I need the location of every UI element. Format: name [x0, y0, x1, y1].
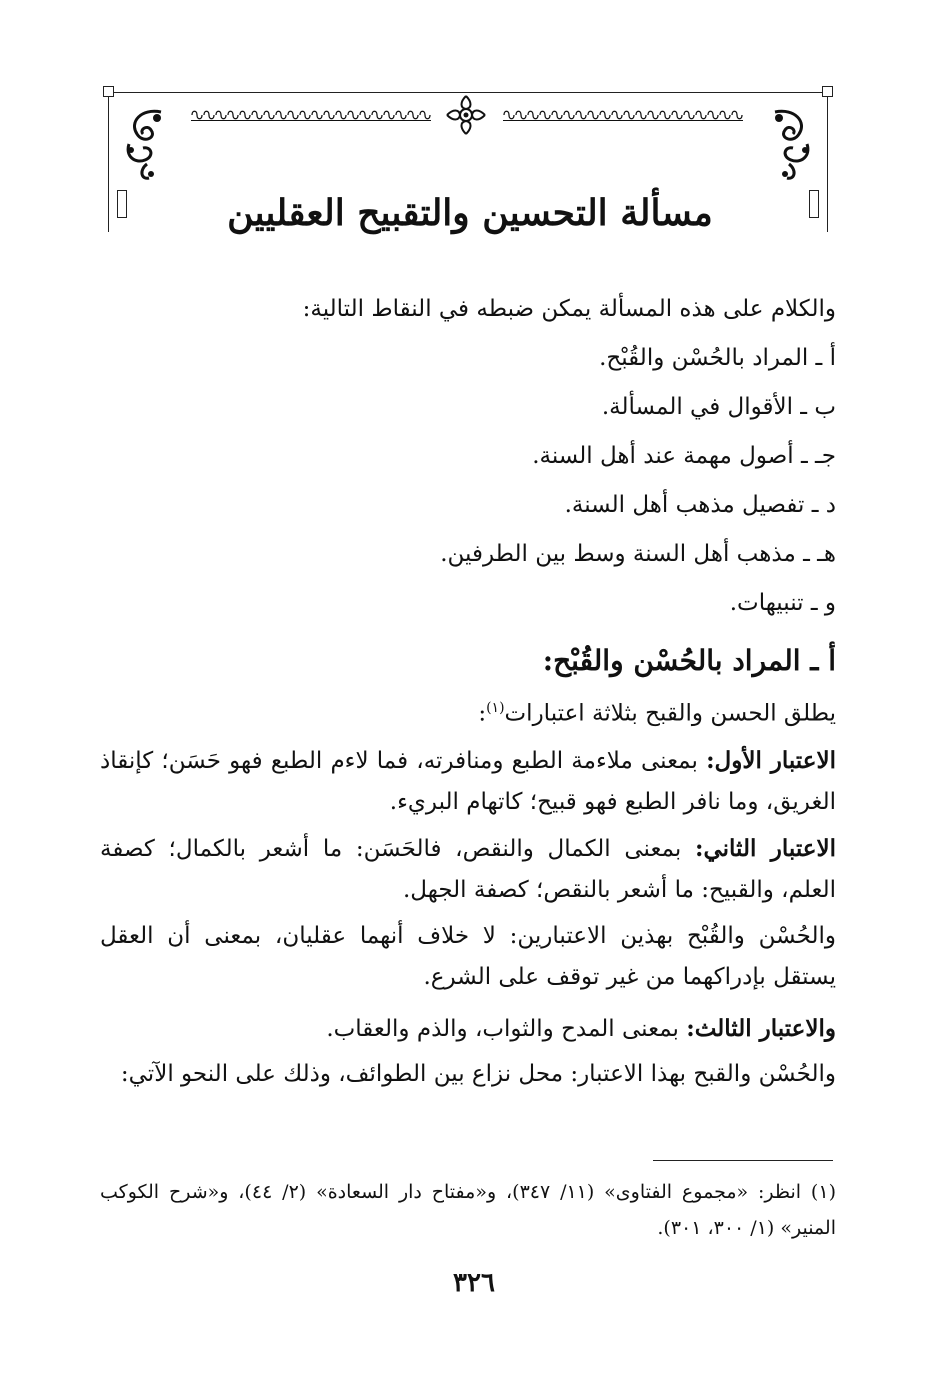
paragraph-text: بمعنى ملاءمة الطبع ومنافرته، فما لاءم الطبع فهو حَسَن؛ كإنقاذ الغريق، وما نافر الطبع فهو قبيح؛ كاتهام البريء.	[100, 748, 836, 815]
section-intro-text: يطلق الحسن والقبح بثلاثة اعتبارات	[504, 700, 836, 727]
point-item: هـ ـ مذهب أهل السنة وسط بين الطرفين.	[440, 541, 836, 567]
paragraph-label: والاعتبار الثالث:	[686, 1015, 836, 1042]
frame-left-line	[108, 92, 109, 232]
intro-line: والكلام على هذه المسألة يمكن ضبطه في النقاط التالية:	[302, 296, 836, 322]
point-item: جـ ـ أصول مهمة عند أهل السنة.	[532, 443, 836, 469]
paragraph-label: الاعتبار الثاني:	[694, 835, 836, 862]
right-flourish-ornament	[765, 104, 815, 184]
paragraph-second-consideration	[100, 828, 836, 911]
point-item: ب ـ الأقوال في المسألة.	[601, 394, 836, 420]
point-item: د ـ تفصيل مذهب أهل السنة.	[564, 492, 836, 518]
frame-corner-square-left	[103, 86, 114, 97]
footnote-separator	[653, 1160, 833, 1161]
section-heading: أ ـ المراد بالحُسْن والقُبْح:	[542, 644, 836, 677]
center-floral-ornament	[443, 92, 489, 138]
chapter-title: مسألة التحسين والتقبيح العقليين	[227, 192, 713, 234]
paragraph-text: والحُسْن والقبح بهذا الاعتبار: محل نزاع بين الطوائف، وذلك على النحو الآتي:	[120, 1061, 836, 1087]
right-chain-border	[503, 109, 743, 121]
paragraph-third-consideration	[100, 1008, 836, 1050]
frame-right-line	[827, 92, 828, 232]
footnote-marker: (١)	[486, 700, 505, 716]
paragraph-text: والحُسْن والقُبْح بهذين الاعتبارين: لا خلاف أنهما عقليان، بمعنى أن العقل يستقل بإدراكهما من غير توقف على الشرع.	[100, 923, 836, 990]
paragraph-first-consideration	[100, 740, 836, 823]
section-intro	[478, 700, 836, 727]
paragraph-rational-note	[100, 916, 836, 998]
page-number: ٣٢٦	[453, 1268, 495, 1298]
footnote: (١) انظر: «مجموع الفتاوى» (١١/ ٣٤٧)، و«مفتاح دار السعادة» (٢/ ٤٤)، و«شرح الكوكب المنير» (١/ ٣٠٠، ٣٠١).	[100, 1181, 836, 1239]
frame-corner-square-right	[822, 86, 833, 97]
paragraph-text: بمعنى المدح والثواب، والذم والعقاب.	[326, 1016, 687, 1042]
point-item: و ـ تنبيهات.	[729, 590, 836, 616]
section-intro-colon: :	[478, 700, 487, 727]
paragraph-text: بمعنى الكمال والنقص، فالحَسَن: ما أشعر بالكمال؛ كصفة العلم، والقبيح: ما أشعر بالنقص؛ كصفة الجهل.	[100, 836, 836, 903]
left-flourish-ornament	[121, 104, 171, 184]
paragraph-label: الاعتبار الأول:	[706, 747, 836, 774]
point-item: أ ـ المراد بالحُسْن والقُبْح.	[599, 345, 836, 371]
paragraph-dispute-note	[100, 1054, 836, 1095]
left-chain-border	[191, 109, 431, 121]
